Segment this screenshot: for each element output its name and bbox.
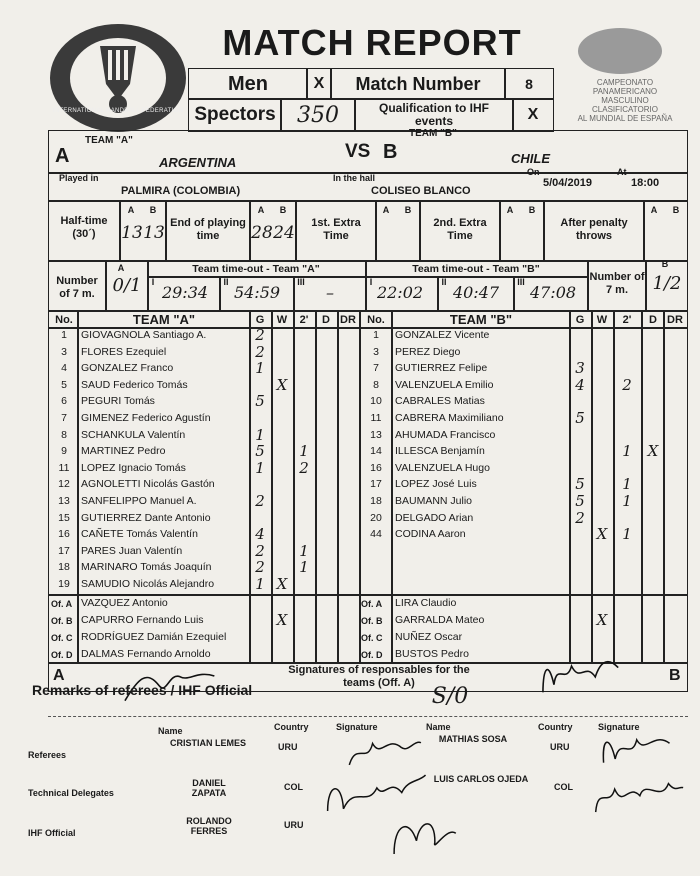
table-row-a-name: SAMUDIO Nicolás Alejandro — [81, 578, 215, 590]
end-label: End of playing time — [170, 217, 246, 242]
timeout-a-roman-1: I — [151, 277, 155, 287]
team-b-label: TEAM "B" — [409, 128, 457, 139]
official-b-label: Of. B — [361, 616, 383, 626]
signature-header-2: Signature — [598, 722, 640, 732]
table-row-b-goals: 4 — [575, 375, 585, 394]
timeout-a-roman-3: III — [297, 277, 305, 287]
table-row-a-goals: 4 — [255, 525, 265, 544]
table-row-b-goals: 5 — [575, 492, 585, 510]
ihf-name: ROLANDO FERRES — [186, 816, 232, 836]
table-row-b-suspension: 1 — [622, 525, 632, 544]
table-row-b-name: LOPEZ José Luis — [395, 478, 477, 491]
official-a-name: CAPURRO Fernando Luis — [81, 614, 204, 626]
table-row-b-name: VALENZUELA Emilio — [395, 378, 494, 391]
remarks-value: S/0 — [431, 684, 469, 709]
table-row-a-name: SCHANKULA Valentín — [81, 428, 186, 441]
col-d-b: D — [649, 314, 657, 326]
match-number: 8 — [504, 68, 554, 100]
table-row-a-name: SANFELIPPO Manuel A. — [81, 495, 197, 507]
table-row-a-goals: 1 — [255, 425, 265, 444]
table-row-b-number: 17 — [370, 478, 382, 491]
table-row-b-suspension: 1 — [622, 492, 632, 510]
ihf-logo — [50, 24, 186, 132]
col-2-a: 2' — [299, 314, 309, 326]
country-header-1: Country — [274, 722, 309, 732]
official-a-label: Of. B — [51, 616, 73, 626]
table-row-b-number: 20 — [370, 511, 382, 524]
signature-b-letter: B — [669, 667, 681, 684]
ihf-logo-text: INTERNATIONAL HANDBALL FEDERATION — [52, 108, 184, 114]
timeouts-row — [48, 260, 688, 312]
date-value: 5/04/2019 — [543, 177, 592, 189]
table-row-a-number: 12 — [58, 478, 70, 491]
team-b-letter: B — [383, 141, 398, 163]
table-row-a-name: LOPEZ Ignacio Tomás — [81, 461, 186, 474]
gender-mark: X — [306, 68, 332, 100]
qualification-label: Qualification to IHF events — [354, 98, 514, 132]
table-row-b-suspension: 1 — [622, 442, 632, 461]
table-row-a-number: 7 — [61, 412, 67, 424]
table-row-a-goals: 2 — [255, 342, 265, 361]
timeout-a-3: – — [326, 283, 334, 302]
page-title: MATCH REPORT — [222, 22, 522, 63]
table-row-a-name: MARINARO Tomás Joaquín — [81, 561, 212, 574]
seven-b-col: B — [661, 259, 669, 269]
table-row-a-goals: 1 — [255, 458, 265, 477]
official-b-label: Of. D — [361, 650, 383, 660]
tournament-ball-icon — [578, 28, 662, 74]
end-col-b: B — [279, 205, 287, 215]
team-a-letter: A — [55, 145, 70, 167]
at-label: At — [617, 167, 627, 177]
table-row-a-name: FLORES Ezequiel — [81, 345, 167, 358]
table-row-a-number: 11 — [58, 461, 70, 474]
table-row-b-number: 3 — [373, 345, 379, 358]
table-row-a-suspension: 1 — [299, 541, 309, 560]
table-row-b-goals: 2 — [575, 508, 585, 527]
td-label: Technical Delegates — [28, 788, 114, 798]
remarks-divider — [48, 716, 688, 717]
table-row-b-suspension: 1 — [622, 475, 632, 494]
name-header-2: Name — [426, 722, 451, 732]
extra1-label: 1st. Extra Time — [311, 217, 361, 242]
official-a-name: RODRÍGUEZ Damián Ezequiel — [81, 631, 227, 643]
timeout-b-roman-2: II — [441, 277, 447, 287]
remarks-label: Remarks of referees / IHF Official — [32, 682, 253, 698]
table-row-b-warning: X — [596, 525, 608, 544]
official-a-name: DALMAS Fernando Arnoldo — [81, 648, 211, 660]
spectators-label: Spectors — [188, 98, 282, 132]
table-row-a-name: GONZALEZ Franco — [81, 362, 174, 375]
table-row-a-suspension: 1 — [299, 558, 309, 577]
table-row-b-name: AHUMADA Francisco — [395, 428, 496, 441]
col-team-b: TEAM "B" — [449, 312, 513, 327]
col-dr-a: DR — [340, 314, 356, 326]
table-row-b-name: GONZALEZ Vicente — [395, 329, 490, 341]
table-row-b-name: DELGADO Arian — [395, 511, 474, 524]
td1-country: COL — [284, 782, 303, 792]
table-row-a-name: PEGURI Tomás — [81, 395, 155, 408]
tournament-logo-text: CAMPEONATO PANAMERICANO MASCULINO CLASIFICATORIO AL MUNDIAL DE ESPAÑA — [577, 78, 673, 123]
timeout-b-2: 40:47 — [452, 283, 500, 302]
table-row-b-number: 18 — [370, 495, 382, 507]
extra1-col-a: A — [382, 205, 390, 215]
timeout-b-1: 22:02 — [376, 283, 424, 302]
table-row-a-name: MARTINEZ Pedro — [81, 445, 166, 458]
timeout-b-roman-1: I — [369, 277, 373, 287]
played-in-label: Played in — [59, 173, 99, 183]
table-row-a-number: 18 — [58, 561, 70, 574]
halftime-b: 13 — [143, 223, 165, 243]
table-row-a-number: 3 — [61, 345, 67, 358]
table-row-b-name: CODINA Aaron — [395, 528, 466, 541]
table-row-b-number: 1 — [373, 329, 379, 341]
timeout-a-2: 54:59 — [233, 283, 281, 302]
table-row-b-number: 8 — [373, 378, 379, 391]
col-no-a: No. — [55, 314, 73, 326]
table-row-b-name: VALENZUELA Hugo — [395, 461, 490, 474]
table-row-a-goals: 5 — [255, 442, 265, 461]
td2-name: LUIS CARLOS OJEDA — [433, 774, 529, 784]
official-b-name: LIRA Claudio — [395, 597, 457, 609]
table-row-a-name: GIMENEZ Federico Agustín — [81, 412, 211, 424]
seven-a-col: A — [117, 263, 125, 273]
ref2-name: MATHIAS SOSA — [438, 734, 508, 744]
table-row-a-warning: X — [276, 375, 288, 394]
tournament-logo — [556, 22, 684, 132]
timeout-a-label: Team time-out - Team "A" — [192, 263, 320, 275]
table-row-b-number: 7 — [373, 362, 379, 375]
report-form — [28, 18, 688, 868]
signatures-label: Signatures of responsables for the teams (Off. A) — [288, 664, 470, 689]
time-value: 18:00 — [631, 177, 660, 189]
col-dr-b: DR — [667, 314, 683, 326]
official-b-name: BUSTOS Pedro — [395, 648, 469, 660]
halftime-col-b: B — [149, 205, 157, 215]
signature-a-letter: A — [53, 667, 65, 684]
table-row-b-number: 13 — [370, 428, 382, 441]
official-a-label: Of. D — [51, 650, 73, 660]
official-a-label: Of. C — [51, 633, 73, 643]
col-2-b: 2' — [622, 314, 632, 326]
table-row-b-name: BAUMANN Julio — [395, 495, 473, 507]
qualification-mark: X — [512, 98, 554, 132]
table-row-a-name: SAUD Federico Tomás — [81, 378, 188, 391]
hall-value: COLISEO BLANCO — [371, 185, 471, 197]
team-a-label: TEAM "A" — [85, 135, 133, 146]
extra2-col-b: B — [528, 205, 536, 215]
table-row-b-goals: 5 — [575, 475, 585, 494]
timeout-a-1: 29:34 — [161, 283, 209, 302]
td2-country: COL — [554, 782, 573, 792]
table-row-a-warning: X — [276, 575, 288, 593]
hall-label: In the hall — [333, 173, 376, 183]
table-row-a-number: 15 — [58, 511, 70, 524]
report-header — [48, 18, 688, 136]
table-row-a-number: 13 — [58, 495, 70, 507]
col-g-b: G — [575, 314, 585, 326]
official-a-label: Of. A — [51, 599, 73, 609]
col-d-a: D — [322, 314, 330, 326]
name-header-1: Name — [158, 726, 183, 736]
table-row-a-goals: 1 — [255, 359, 265, 378]
halftime-col-a: A — [127, 205, 135, 215]
end-col-a: A — [257, 205, 265, 215]
ref2-country: URU — [550, 742, 570, 752]
table-row-a-name: PARES Juan Valentín — [81, 544, 183, 557]
table-row-a-suspension: 1 — [299, 442, 309, 461]
official-b-label: Of. C — [361, 633, 383, 643]
table-row-a-number: 16 — [58, 528, 70, 541]
seven-m-label-a: Number of 7 m. — [56, 275, 98, 300]
official-b-label: Of. A — [361, 599, 383, 609]
scores-row — [48, 200, 688, 262]
table-row-a-goals: 1 — [255, 575, 265, 593]
ihf-country: URU — [284, 820, 304, 830]
ihf-official-label: IHF Official — [28, 828, 76, 838]
official-a-name: VAZQUEZ Antonio — [81, 597, 168, 609]
table-row-b-name: GUTIERREZ Felipe — [395, 362, 488, 375]
table-row-a-number: 1 — [61, 329, 67, 341]
col-w-a: W — [276, 314, 288, 326]
table-row-b-name: ILLESCA Benjamín — [395, 445, 485, 458]
team-b-name: CHILE — [511, 151, 550, 166]
col-team-a: TEAM "A" — [132, 312, 196, 327]
spectators-value: 350 — [280, 98, 356, 132]
table-row-b-number: 14 — [370, 445, 382, 458]
col-no-b: No. — [367, 314, 385, 326]
table-row-a-goals: 5 — [255, 392, 265, 411]
table-row-b-number: 10 — [370, 395, 382, 408]
table-row-b-number: 44 — [370, 528, 382, 541]
gender-label: Men — [188, 68, 308, 100]
table-row-b-name: CABRERA Maximiliano — [395, 412, 504, 424]
seven-m-label-b: Number of 7 m. — [589, 271, 645, 296]
end-a: 28 — [251, 223, 273, 243]
vs-label: VS — [345, 141, 371, 162]
timeout-b-roman-3: III — [517, 277, 525, 287]
extra2-label: 2nd. Extra Time — [433, 217, 487, 242]
col-g-a: G — [255, 314, 265, 326]
teams-row — [48, 130, 688, 174]
td1-name: DANIEL ZAPATA — [191, 778, 227, 798]
table-row-b-goals: 3 — [575, 359, 585, 378]
official-b-name: NUÑEZ Oscar — [395, 631, 463, 643]
table-row-b-goals: 5 — [575, 409, 585, 427]
extra1-col-b: B — [404, 205, 412, 215]
timeout-b-label: Team time-out - Team "B" — [412, 263, 540, 275]
country-header-2: Country — [538, 722, 573, 732]
table-row-a-number: 8 — [61, 428, 67, 441]
table-row-a-goals: 2 — [255, 558, 265, 577]
players-table — [48, 310, 688, 596]
table-row-b-name: CABRALES Matias — [395, 395, 485, 408]
table-row-a-name: CAÑETE Tomás Valentín — [81, 528, 198, 541]
table-row-b-disqualification: X — [647, 442, 659, 461]
ihf-signature — [379, 805, 466, 870]
official-a-warning: X — [276, 611, 288, 629]
seven-a-value: 0/1 — [112, 275, 142, 296]
table-row-a-name: GUTIERREZ Dante Antonio — [81, 511, 211, 524]
table-row-a-goals: 2 — [255, 326, 265, 344]
played-in-value: PALMIRA (COLOMBIA) — [121, 185, 241, 197]
handball-icon — [70, 38, 166, 118]
extra2-col-a: A — [506, 205, 514, 215]
table-row-a-number: 5 — [61, 378, 67, 391]
table-row-a-number: 6 — [61, 395, 67, 408]
table-row-b-suspension: 2 — [622, 375, 632, 394]
table-row-a-number: 19 — [58, 578, 70, 590]
table-row-a-name: AGNOLETTI Nicolás Gastón — [81, 478, 215, 491]
official-b-name: GARRALDA Mateo — [395, 614, 485, 626]
ref1-country: URU — [278, 742, 298, 752]
ref1-name: CRISTIAN LEMES — [169, 738, 246, 748]
penalty-col-a: A — [650, 205, 658, 215]
table-row-a-suspension: 2 — [299, 458, 309, 477]
table-row-b-number: 11 — [370, 412, 382, 424]
team-a-name: ARGENTINA — [159, 155, 237, 170]
table-row-a-number: 17 — [58, 544, 70, 557]
table-row-a-number: 4 — [61, 362, 67, 375]
table-row-a-goals: 2 — [255, 492, 265, 510]
table-row-a-number: 9 — [61, 445, 67, 458]
table-row-b-number: 16 — [370, 461, 382, 474]
timeout-a-roman-2: II — [223, 277, 229, 287]
end-b: 24 — [273, 223, 295, 243]
seven-b-value: 1/2 — [652, 273, 682, 294]
official-b-warning: X — [596, 611, 608, 629]
penalty-label: After penalty throws — [560, 217, 628, 242]
on-label: On — [527, 167, 540, 177]
table-row-a-goals: 2 — [255, 541, 265, 560]
signature-header-1: Signature — [336, 722, 378, 732]
referees-label: Referees — [28, 750, 67, 760]
halftime-label: Half-time (30´) — [60, 215, 108, 240]
table-row-a-name: GIOVAGNOLA Santiago A. — [81, 329, 207, 341]
col-w-b: W — [596, 314, 608, 326]
table-row-b-name: PEREZ Diego — [395, 345, 461, 358]
penalty-col-b: B — [672, 205, 680, 215]
halftime-a: 13 — [121, 223, 143, 243]
timeout-b-3: 47:08 — [529, 283, 577, 302]
venue-row — [48, 167, 688, 202]
match-number-label: Match Number — [330, 68, 506, 100]
